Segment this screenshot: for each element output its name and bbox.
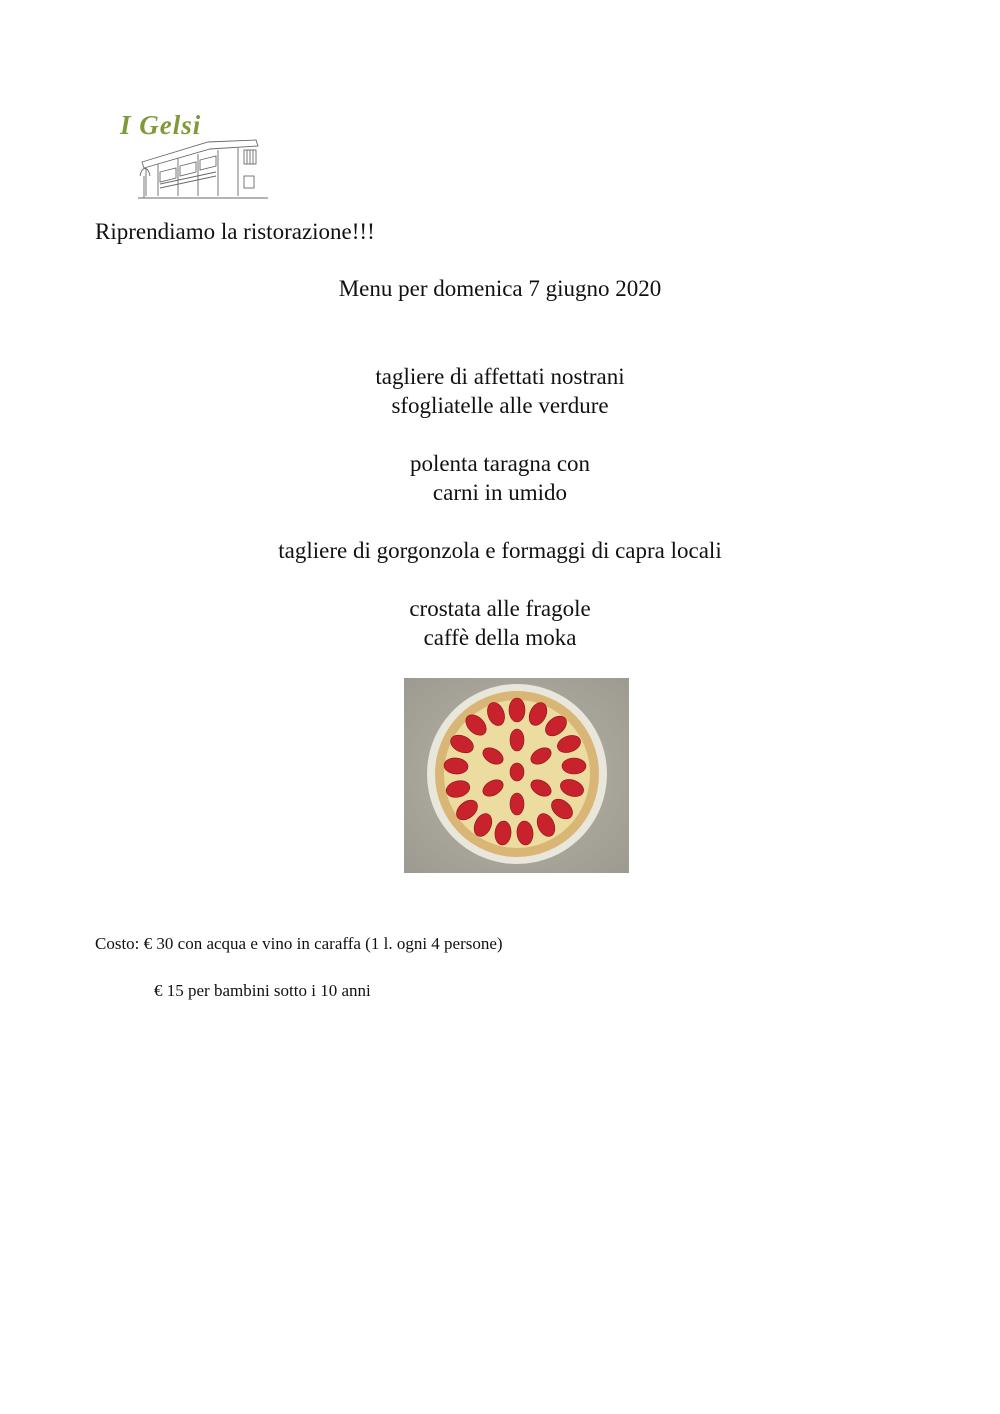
course-dolce	[0, 594, 1000, 652]
children-price: € 15 per bambini sotto i 10 anni	[154, 981, 371, 1000]
course-line: crostata alle fragole	[409, 596, 591, 621]
course-line: sfogliatelle alle verdure	[391, 393, 609, 418]
course-primo	[0, 449, 1000, 507]
restaurant-logo	[108, 108, 273, 204]
logo-wordmark: I Gelsi	[120, 110, 202, 140]
menu-title: Menu per domenica 7 giugno 2020	[338, 276, 662, 301]
strawberry-tart-image	[404, 678, 629, 873]
course-line: carni in umido	[432, 480, 568, 505]
course-line: tagliere di affettati nostrani	[375, 364, 625, 389]
course-line: polenta taragna con	[409, 451, 591, 476]
course-formaggi	[0, 536, 1000, 565]
course-line: tagliere di gorgonzola e formaggi di capra locali	[278, 538, 722, 563]
tart-photo	[404, 678, 629, 873]
adult-price: Costo: € 30 con acqua e vino in caraffa (1 l. ogni 4 persone)	[95, 934, 503, 953]
course-line: caffè della moka	[423, 625, 577, 650]
intro-text: Riprendiamo la ristorazione!!!	[95, 219, 375, 244]
course-antipasti	[0, 362, 1000, 420]
building-sketch-icon	[138, 132, 270, 202]
